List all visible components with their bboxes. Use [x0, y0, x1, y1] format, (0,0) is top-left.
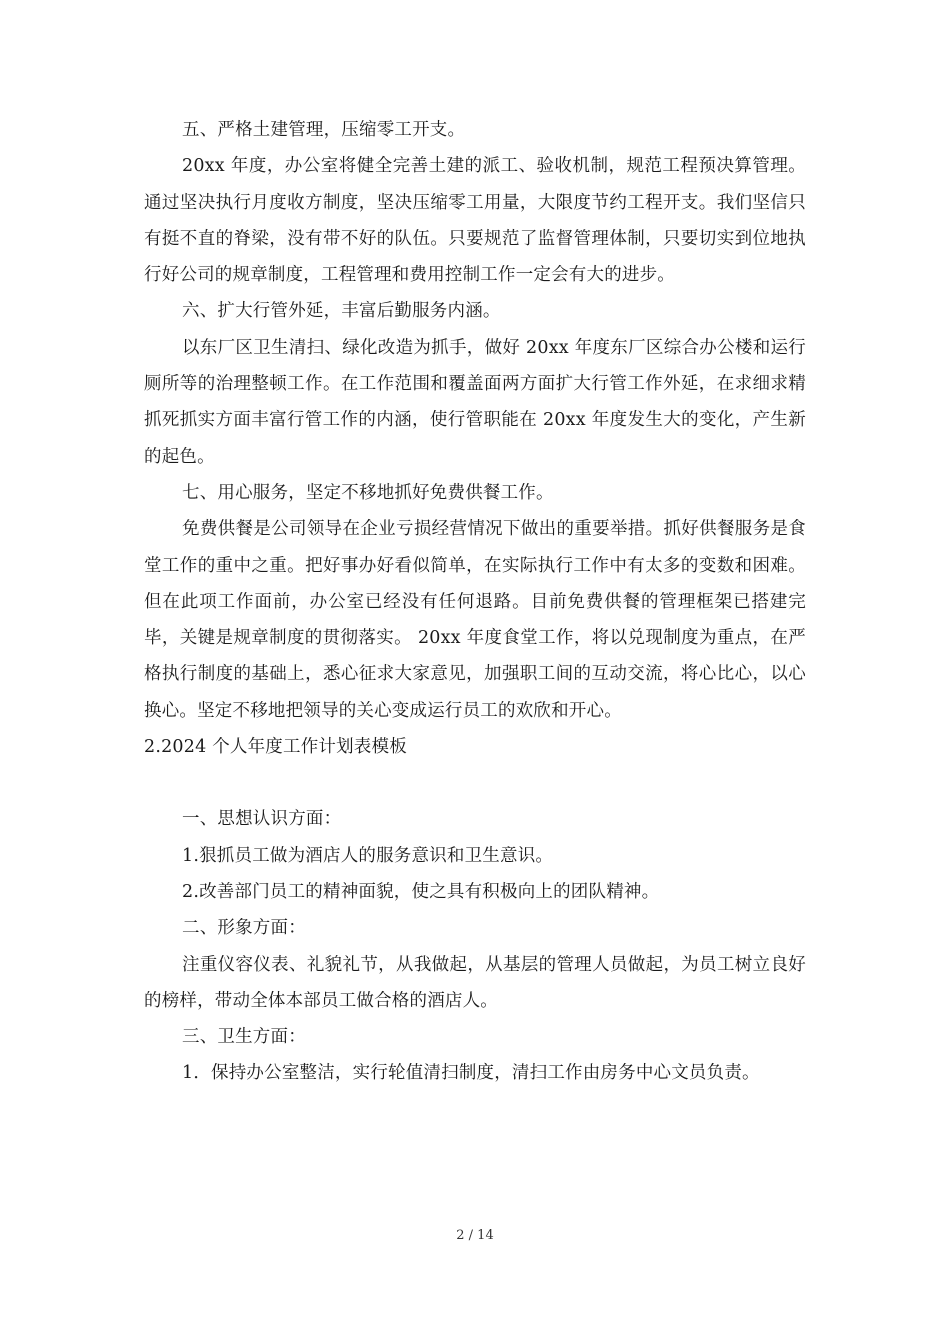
- list-item: 1.狠抓员工做为酒店人的服务意识和卫生意识。: [182, 845, 554, 866]
- paragraph: 免费供餐是公司领导在企业亏损经营情况下做出的重要举措。抓好供餐服务是食堂工作的重中之重。把好事办好看似简单，在实际执行工作中有太多的变数和困难。但在此项工作面前，办公室已经没有任何退路。目前免费供餐的管理框架已搭建完毕，关键是规章制度的贯彻落实。 20xx 年度食堂工作，将以兑现制度为重点，在严格执行制度的基础上，悉心征求大家意见，加强职工间的互动交流，将心比心，以心换心。坚定不移地把领导的关心变成运行员工的欢欣和开心。: [144, 519, 806, 721]
- section-heading-thought: 一、思想认识方面：: [182, 809, 342, 830]
- document-title: 2.2024 个人年度工作计划表模板: [144, 737, 407, 758]
- section-heading-5: 五、严格土建管理，压缩零工开支。: [182, 120, 466, 140]
- page-number: 2 / 14: [456, 1228, 494, 1243]
- section-heading-6: 六、扩大行管外延，丰富后勤服务内涵。: [182, 301, 501, 322]
- document-body: [144, 112, 806, 1092]
- section-heading-image: 二、形象方面：: [182, 918, 306, 939]
- paragraph: 以东厂区卫生清扫、绿化改造为抓手，做好 20xx 年度东厂区综合办公楼和运行厕所等的治理整顿工作。在工作范围和覆盖面两方面扩大行管工作外延，在求细求精抓死抓实方面丰富行管工作的内涵，使行管职能在 20xx 年度发生大的变化，产生新的起色。: [144, 337, 806, 467]
- section-heading-7: 七、用心服务，坚定不移地抓好免费供餐工作。: [182, 482, 554, 503]
- list-item: 1．保持办公室整洁，实行轮值清扫制度，清扫工作由房务中心文员负责。: [182, 1063, 760, 1084]
- paragraph: 20xx 年度，办公室将健全完善土建的派工、验收机制，规范工程预决算管理。通过坚决执行月度收方制度，坚决压缩零工用量，大限度节约工程开支。我们坚信只有挺不直的脊梁，没有带不好的队伍。只要规范了监督管理体制，只要切实到位地执行好公司的规章制度，工程管理和费用控制工作一定会有大的进步。: [144, 156, 806, 286]
- blank-line: [144, 765, 806, 801]
- section-heading-hygiene: 三、卫生方面：: [182, 1027, 306, 1048]
- paragraph: 注重仪容仪表、礼貌礼节，从我做起，从基层的管理人员做起，为员工树立良好的榜样，带动全体本部员工做合格的酒店人。: [144, 954, 806, 1011]
- list-item: 2.改善部门员工的精神面貌，使之具有积极向上的团队精神。: [182, 881, 660, 902]
